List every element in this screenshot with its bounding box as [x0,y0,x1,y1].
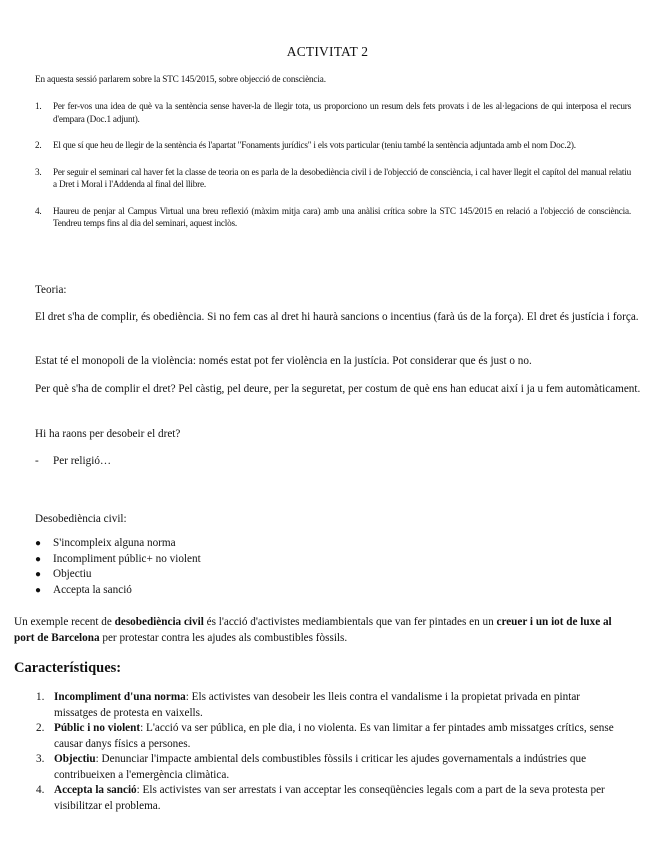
task-list [35,100,631,244]
list-item-text: Incompliment públic+ no violent [53,552,201,565]
example-bold-term: desobediència civil [114,616,204,628]
characteristic-text: : Denunciar l'impacte ambiental dels combustibles fòssils i criticar les ajudes governamentals a indústries que contribueixen a l'emergència climàtica. [54,753,587,781]
civil-disobedience-list [35,536,595,598]
characteristic-title: Accepta la sanció [54,784,137,796]
characteristic-title: Públic i no violent [54,722,141,734]
characteristics-heading: Característiques: [14,660,122,676]
task-item [35,166,631,191]
example-paragraph [14,614,626,646]
task-item [35,139,631,152]
characteristic-item [36,721,618,752]
theory-paragraph-1: El dret s'ha de complir, és obediència. Si no fem cas al dret hi haurà sancions o incentius (farà ús de la força). El dret és justícia i força. [35,311,639,323]
characteristic-title: Objectiu [54,753,96,765]
theory-question: Hi ha raons per desobeir el dret? [35,428,181,440]
dash-list-item [35,455,111,467]
characteristic-text: : Els activistes van desobeir les lleis contra el vandalisme i la propietat privada en pintar missatges de protesta en vaixells. [54,691,581,719]
characteristics-list [36,690,618,814]
task-text: Per seguir el seminari cal haver fet la classe de teoria on es parla de la desobediència civil i de l'objecció de consciència, i cal haver llegit el capítol del manual relatiu a Dret i Moral i l'Addenda al final del llibre. [53,166,631,189]
bullet-icon: ● [35,553,42,565]
list-item-text: Accepta la sanció [53,583,132,596]
characteristic-number: 1. [36,691,45,703]
list-item [35,552,595,568]
task-number: 2. [35,140,42,150]
characteristic-number: 2. [36,722,45,734]
bullet-icon: ● [35,538,42,549]
characteristic-item [36,783,618,814]
civil-disobedience-heading: Desobediència civil: [35,513,127,525]
example-text: és l'acció d'activistes mediambientals que van fer pintades en un [203,616,497,628]
task-item [35,205,631,230]
list-item [35,536,595,552]
example-text: per protestar contra les ajudes als combustibles fòssils. [99,632,348,644]
task-number: 3. [35,166,42,177]
example-text: Un exemple recent de [14,616,115,628]
task-text: Per fer-vos una idea de què va la sentència sense haver-la de llegir tota, us proporciono un resum dels fets provats i de les al·legacions de qui interposa el recurs d'empara (Doc.1 adjunt). [53,101,631,124]
characteristic-item [36,690,618,721]
dash-item-text: Per religió… [53,455,112,467]
bullet-icon: ● [35,569,42,580]
task-item [35,100,631,125]
task-number: 1. [35,101,42,111]
intro-paragraph: En aquesta sessió parlarem sobre la STC 145/2015, sobre objecció de consciència. [35,74,326,84]
characteristic-number: 4. [36,784,45,796]
task-number: 4. [35,205,42,216]
characteristic-text: : L'acció va ser pública, en ple dia, i no violenta. Es van limitar a fer pintades amb missatges crítics, sense causar danys físics a persones. [54,722,614,750]
characteristic-number: 3. [36,753,45,765]
list-item-text: Objectiu [53,568,92,580]
characteristic-item [36,752,618,783]
theory-paragraph-2: Estat té el monopoli de la violència: només estat pot fer violència en la justícia. Pot considerar que és just o no. [35,355,532,367]
task-text: El que sí que heu de llegir de la sentència és l'apartat "Fonaments jurídics" i els vots particular (teniu també la sentència adjuntada amb el nom Doc.2). [53,140,576,150]
theory-heading: Teoria: [35,284,67,296]
theory-paragraph-3: Per què s'ha de complir el dret? Pel càstig, pel deure, per la seguretat, per costum de què ens han educat així i ja u fem automàticament. [35,383,641,395]
document-title: ACTIVITAT 2 [286,44,369,59]
bullet-icon: ● [35,584,42,596]
list-item [35,583,595,599]
list-item-text: S'incompleix alguna norma [53,537,176,549]
task-text: Haureu de penjar al Campus Virtual una breu reflexió (màxim mitja cara) amb una anàlisi crítica sobre la STC 145/2015 en relació a l'objecció de consciència. Tendreu temps fins al dia del seminari, aquest inclòs. [53,205,631,228]
dash-mark: - [35,455,39,467]
characteristic-text: : Els activistes van ser arrestats i van acceptar les conseqüències legals com a part de la seva protesta per visibilitzar el problema. [54,784,605,812]
list-item [35,567,595,583]
example-bold-location: creuer i un iot de luxe al port de Barcelona [14,616,612,644]
characteristic-title: Incompliment d'una norma [54,691,186,703]
